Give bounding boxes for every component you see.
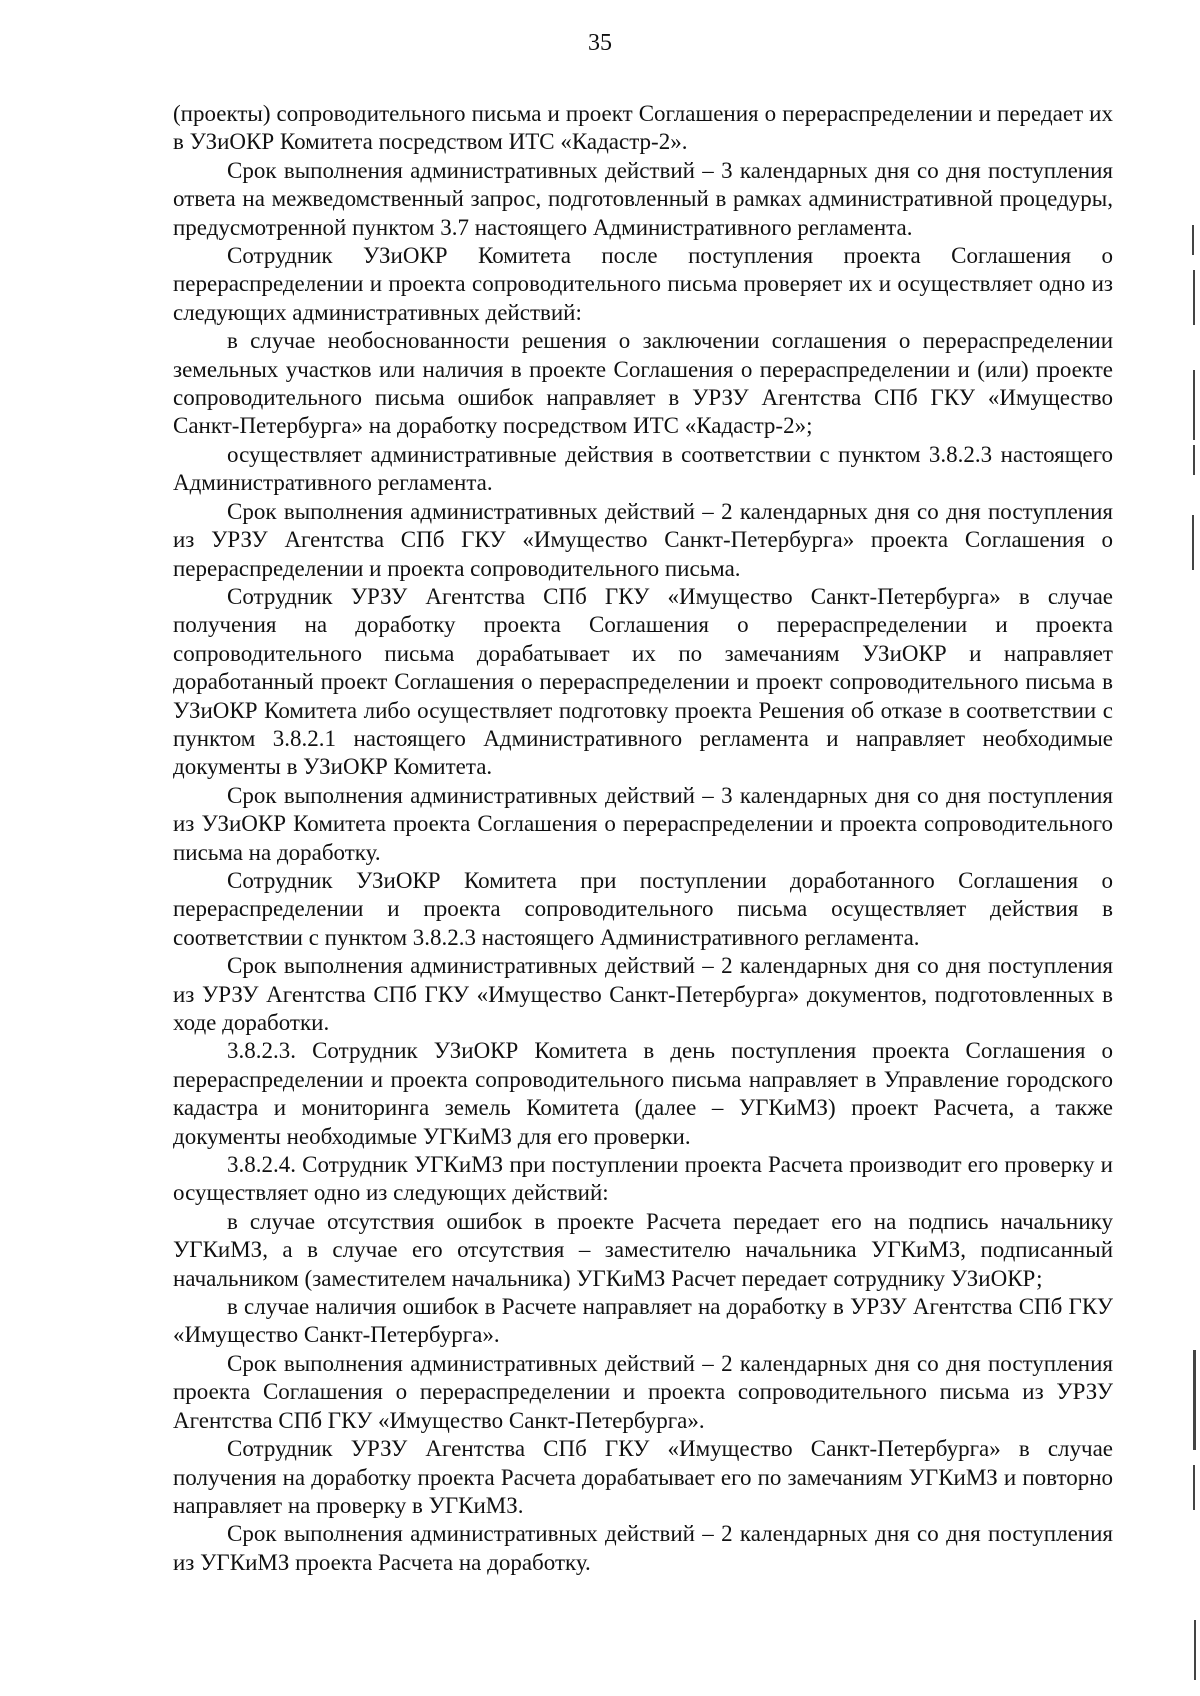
paragraph-10: Срок выполнения административных действий – 2 календарных дня со дня поступления из УРЗУ Агентства СПб ГКУ «Имущество Санкт-Петербурга» документов, подготовленных в ходе доработки. bbox=[173, 953, 1113, 1035]
scan-mark bbox=[1192, 515, 1194, 570]
paragraph-15: Срок выполнения административных действий – 2 календарных дня со дня поступления проекта Соглашения о перераспределении и проекта сопроводительного письма из УРЗУ Агентства СПб ГКУ «Имущество Санкт-Петербурга». bbox=[173, 1350, 1113, 1433]
document-body bbox=[173, 100, 1113, 1577]
paragraph-12: 3.8.2.4. Сотрудник УГКиМЗ при поступлении проекта Расчета производит его проверку и осуществляет одно из следующих действий: bbox=[173, 1152, 1113, 1206]
paragraph-1: (проекты) сопроводительного письма и проект Соглашения о перераспределении и передает их в УЗиОКР Комитета посредством ИТС «Кадастр-2». bbox=[173, 101, 1113, 155]
paragraph-13: в случае отсутствия ошибок в проекте Расчета передает его на подпись начальнику УГКиМЗ, а в случае его отсутствия – заместителю начальника УГКиМЗ, подписанный начальником (заместителем начальника) УГКиМЗ Расчет передает сотруднику УЗиОКР; bbox=[173, 1208, 1113, 1291]
paragraph-16: Сотрудник УРЗУ Агентства СПб ГКУ «Имущество Санкт-Петербурга» в случае получения на доработку проекта Расчета дорабатывает его по замечаниям УГКиМЗ и повторно направляет на проверку в УГКиМЗ. bbox=[173, 1436, 1113, 1518]
paragraph-4: в случае необоснованности решения о заключении соглашения о перераспределении земельных участков или наличия в проекте Соглашения о перераспределении и (или) проекте сопроводительного письма ошибок направляет в УРЗУ Агентства СПб ГКУ «Имущество Санкт-Петербурга» на доработку посредством ИТС «Кадастр-2»; bbox=[173, 328, 1113, 439]
paragraph-8: Срок выполнения административных действий – 3 календарных дня со дня поступления из УЗиОКР Комитета проекта Соглашения о перераспределении и проекта сопроводительного письма на доработку. bbox=[173, 782, 1113, 865]
paragraph-11: 3.8.2.3. Сотрудник УЗиОКР Комитета в день поступления проекта Соглашения о перераспределении и проекта сопроводительного письма направляет в Управление городского кадастра и мониторинга земель Комитета (далее – УГКиМЗ) проект Расчета, а также документы необходимые УГКиМЗ для его проверки. bbox=[173, 1038, 1113, 1149]
scan-mark bbox=[1193, 370, 1195, 440]
paragraph-7: Сотрудник УРЗУ Агентства СПб ГКУ «Имущество Санкт-Петербурга» в случае получения на доработку проекта Соглашения о перераспределении и проекта сопроводительного письма дорабатывает их по замечаниям УЗиОКР и направляет доработанный проект Соглашения о перераспределении и проект сопроводительного письма в УЗиОКР Комитета либо осуществляет подготовку проекта Решения об отказе в соответствии с пунктом 3.8.2.1 настоящего Административного регламента и направляет необходимые документы в УЗиОКР Комитета. bbox=[173, 583, 1113, 780]
paragraph-14: в случае наличия ошибок в Расчете направляет на доработку в УРЗУ Агентства СПб ГКУ «Имущество Санкт-Петербурга». bbox=[173, 1294, 1113, 1348]
paragraph-9: Сотрудник УЗиОКР Комитета при поступлении доработанного Соглашения о перераспределении и проекта сопроводительного письма осуществляет действия в соответствии с пунктом 3.8.2.3 настоящего Административного регламента. bbox=[173, 867, 1113, 950]
paragraph-3: Сотрудник УЗиОКР Комитета после поступления проекта Соглашения о перераспределении и проекта сопроводительного письма проверяет их и осуществляет одно из следующих административных действий: bbox=[173, 243, 1113, 325]
scan-mark bbox=[1192, 225, 1194, 255]
scan-mark bbox=[1193, 1465, 1195, 1510]
scan-mark bbox=[1193, 1350, 1196, 1450]
scan-mark bbox=[1193, 270, 1195, 325]
page-number: 35 bbox=[588, 30, 612, 56]
paragraph-2: Срок выполнения административных действий – 3 календарных дня со дня поступления ответа на межведомственный запрос, подготовленный в рамках административной процедуры, предусмотренной пунктом 3.7 настоящего Административного регламента. bbox=[173, 157, 1113, 240]
paragraph-17: Срок выполнения административных действий – 2 календарных дня со дня поступления из УГКиМЗ проекта Расчета на доработку. bbox=[173, 1521, 1113, 1575]
scan-mark bbox=[1193, 445, 1195, 475]
paragraph-5: осуществляет административные действия в соответствии с пунктом 3.8.2.3 настоящего Административного регламента. bbox=[173, 441, 1113, 496]
paragraph-6: Срок выполнения административных действий – 2 календарных дня со дня поступления из УРЗУ Агентства СПб ГКУ «Имущество Санкт-Петербурга» проекта Соглашения о перераспределении и проекта сопроводительного письма. bbox=[173, 498, 1113, 581]
scan-mark bbox=[1194, 1620, 1196, 1680]
